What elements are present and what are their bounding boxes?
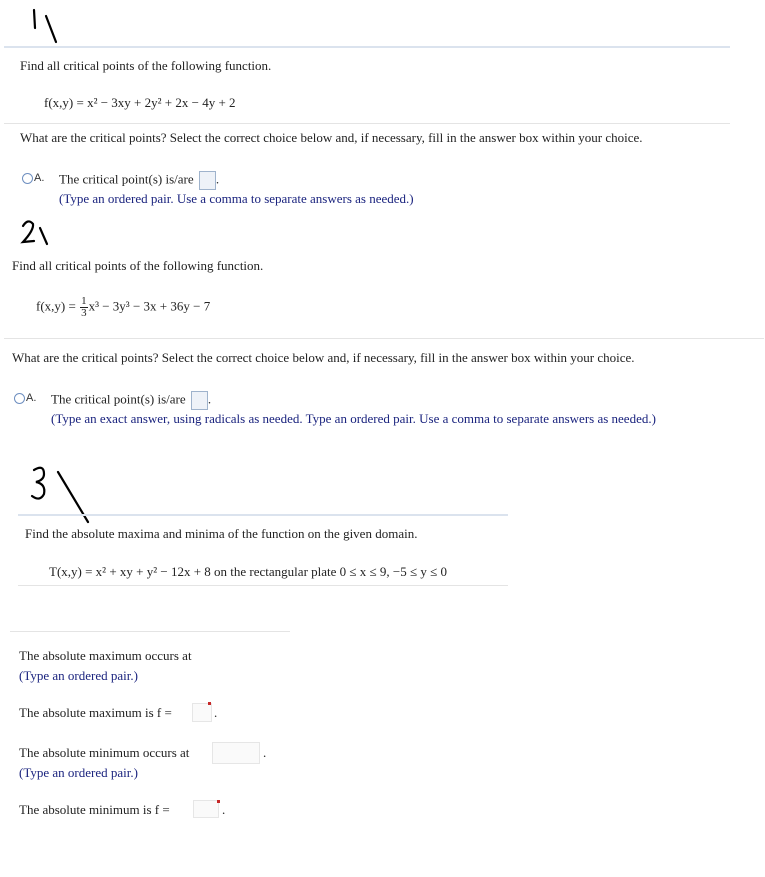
q2-question: What are the critical points? Select the correct choice below and, if necessary, fill in the answer box within your choice.	[12, 350, 635, 365]
q1-question: What are the critical points? Select the correct choice below and, if necessary, fill in the answer box within your choice.	[20, 130, 643, 145]
q3-min-location-period: .	[263, 745, 267, 760]
q3-max-value: The absolute maximum is f =	[19, 705, 172, 720]
q2-hint: (Type an exact answer, using radicals as needed. Type an ordered pair. Use a comma to separate answers as needed.)	[51, 411, 656, 426]
q2-fraction	[80, 296, 88, 319]
q3-function: T(x,y) = x² + xy + y² − 12x + 8 on the rectangular plate 0 ≤ x ≤ 9, −5 ≤ y ≤ 0	[49, 564, 448, 579]
q2-option-a: The critical point(s) is/are .	[51, 391, 211, 410]
separator	[4, 46, 730, 48]
q3-max-location: The absolute maximum occurs at	[19, 648, 192, 663]
separator	[18, 585, 508, 586]
q1-option-a-radio[interactable]	[22, 173, 33, 184]
q2-option-a-letter: A.	[26, 392, 37, 404]
q3-min-value: The absolute minimum is f =	[19, 802, 170, 817]
q3-min-location-box[interactable]	[212, 742, 260, 764]
q3-max-value-period: .	[214, 705, 218, 720]
q2-function	[36, 296, 210, 319]
q3-max-location-hint: (Type an ordered pair.)	[19, 668, 138, 683]
separator	[4, 338, 764, 339]
q1-option-a-letter: A.	[34, 172, 45, 184]
q2-answer-box[interactable]	[191, 391, 208, 410]
q3-min-location-hint: (Type an ordered pair.)	[19, 765, 138, 780]
q1-function: f(x,y) = x² − 3xy + 2y² + 2x − 4y + 2	[44, 95, 236, 110]
q2-option-a-radio[interactable]	[14, 393, 25, 404]
q3-max-value-box[interactable]	[192, 703, 212, 722]
q1-prompt: Find all critical points of the following function.	[20, 58, 272, 73]
q2-prompt: Find all critical points of the following function.	[12, 258, 264, 273]
q2-function-prefix: f(x,y) =	[36, 298, 76, 314]
q3-min-location: The absolute minimum occurs at	[19, 745, 190, 760]
separator	[4, 123, 730, 124]
q2-frac-den: 3	[81, 307, 87, 319]
q1-option-a-text: The critical point(s) is/are	[59, 171, 194, 187]
q2-function-rest: x³ − 3y³ − 3x + 36y − 7	[88, 298, 211, 314]
q3-max-value-mark	[208, 702, 211, 705]
q3-min-value-box[interactable]	[193, 800, 219, 818]
q3-min-value-period: .	[222, 802, 226, 817]
q1-option-a: The critical point(s) is/are .	[59, 171, 219, 190]
q1-hint: (Type an ordered pair. Use a comma to separate answers as needed.)	[59, 191, 414, 206]
q3-min-value-mark	[217, 800, 220, 803]
q1-answer-box[interactable]	[199, 171, 216, 190]
handwritten-label-2	[20, 218, 60, 246]
handwritten-label-1	[28, 6, 68, 46]
separator	[18, 514, 508, 516]
q3-prompt: Find the absolute maxima and minima of the function on the given domain.	[25, 526, 418, 541]
q2-frac-num: 1	[81, 295, 87, 307]
q2-option-a-text: The critical point(s) is/are	[51, 391, 186, 407]
handwritten-label-3	[30, 462, 100, 526]
separator	[10, 631, 290, 632]
